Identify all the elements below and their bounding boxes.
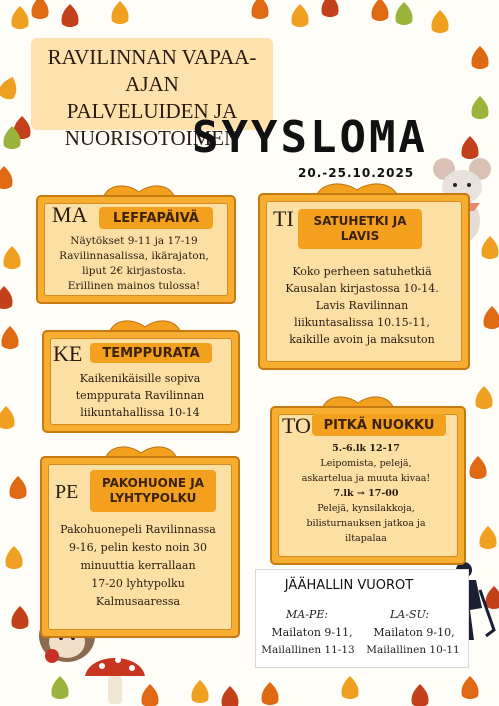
activity-label-pitka-nuokku: PITKÄ NUOKKU: [312, 414, 446, 436]
activity-label-satuhetki: SATUHETKI JA LAVIS: [298, 209, 422, 249]
date-range: 20.-25.10.2025: [298, 166, 415, 180]
friday-description: Pakohuonepeli Ravilinnassa 9-16, pelin kesto noin 30 minuuttia kerrallaan 17-20 lyhtypolku Kalmusaaressa: [60, 523, 216, 608]
page-title: SYYSLOMA: [192, 112, 428, 163]
wednesday-description: Kaikenikäisille sopiva temppurata Ravilinnan liikuntahallissa 10-14: [75, 372, 205, 419]
activity-label-pakohuone: PAKOHUONE JA LYHTYPOLKU: [90, 470, 216, 512]
header-line-2: PALVELUIDEN JA: [66, 99, 238, 123]
weekend-heading: LA-SU:: [390, 608, 430, 621]
monday-description: Näytökset 9-11 ja 17-19 Ravilinnasalissa, ikärajaton, liput 2€ kirjastosta. Erillinen mainos tulossa!: [59, 235, 209, 292]
weekday-line-1: Mailaton 9-11,: [271, 626, 353, 639]
header-line-1: RAVILINNAN VAPAA-AJAN: [47, 45, 257, 96]
ice-rink-schedule: [255, 569, 469, 668]
day-label-to: TO: [282, 413, 311, 438]
weekend-line-2: Mailallinen 10-11: [366, 644, 460, 656]
tuesday-description: Koko perheen satuhetkiä Kausalan kirjastossa 10-14. Lavis Ravilinnan liikuntasalissa 10.15-11, kaikille avoin ja maksuton: [285, 265, 439, 346]
ice-rink-title: JÄÄHALLIN VUOROT: [284, 578, 414, 593]
day-label-ti: TI: [273, 206, 294, 231]
day-label-ke: KE: [53, 341, 83, 366]
activity-label-leffapaiva: LEFFAPÄIVÄ: [99, 207, 213, 229]
weekend-line-1: Mailaton 9-10,: [373, 626, 455, 639]
day-label-ma: MA: [52, 202, 88, 227]
header-line-3: NUORISOTOIMEN: [64, 126, 240, 150]
activity-label-temppurata: TEMPPURATA: [90, 343, 212, 363]
weekday-heading: MA-PE:: [286, 608, 329, 621]
weekday-line-2: Mailallinen 11-13: [261, 644, 355, 656]
thursday-description: 5.-6.lk 12-17 Leipomista, pelejä, askartelua ja muuta kivaa! 7.lk → 17-00 Pelejä, kynsilakkoja, bilisturnauksen jatkoa ja iltapalaa: [301, 443, 431, 544]
mushroom-illustration: [80, 646, 150, 706]
day-label-pe: PE: [55, 481, 79, 503]
